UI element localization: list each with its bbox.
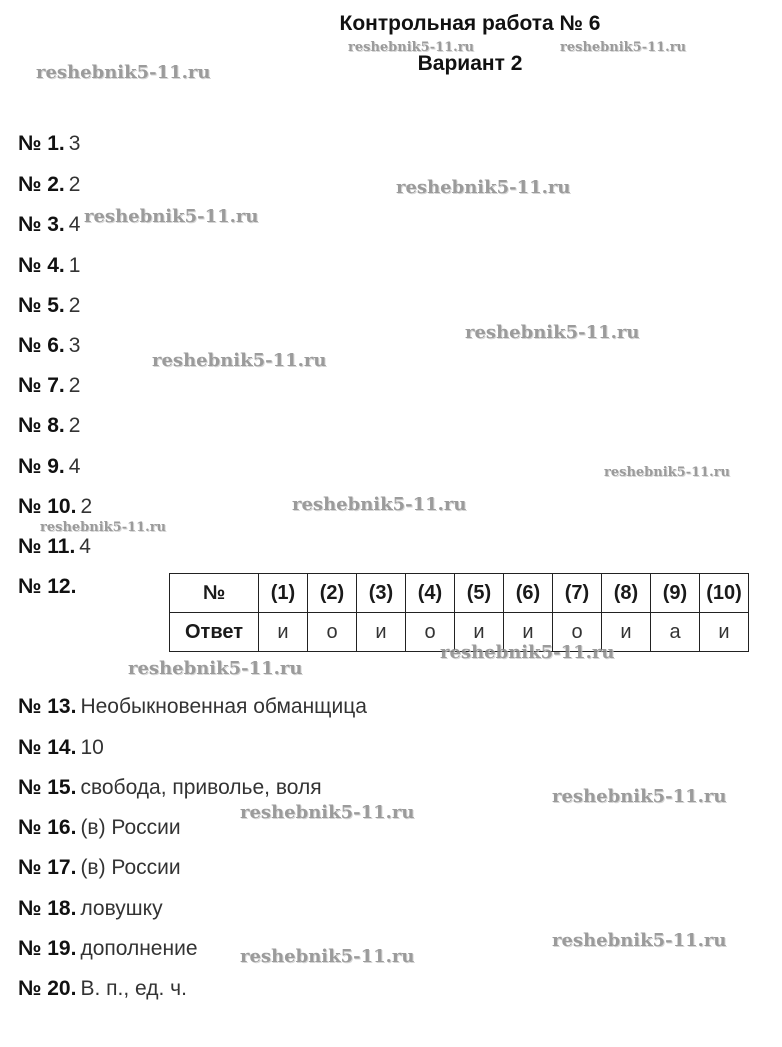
- answer-number: № 6.: [18, 334, 65, 357]
- answer-number: № 14.: [18, 736, 77, 759]
- table-cell: о: [308, 613, 357, 652]
- table-column-header: (4): [406, 574, 455, 613]
- watermark: reshebnik5-11.ru: [396, 177, 571, 198]
- table-column-header: (5): [455, 574, 504, 613]
- table-cell: и: [259, 613, 308, 652]
- answer-value: (в) России: [80, 816, 181, 839]
- answer-value: 2: [68, 294, 81, 317]
- answer-item: [18, 173, 80, 197]
- table-column-header: (6): [504, 574, 553, 613]
- watermark: reshebnik5-11.ru: [240, 802, 415, 823]
- answer-number: № 16.: [18, 816, 77, 839]
- answer-value: ловушку: [80, 897, 163, 920]
- answer-item: [18, 495, 92, 519]
- answer-number: № 10.: [18, 495, 77, 518]
- answer-item: [18, 937, 198, 961]
- table-cell: и: [455, 613, 504, 652]
- watermark: reshebnik5-11.ru: [292, 494, 467, 515]
- answer-item: [18, 776, 322, 800]
- table-column-header: (8): [602, 574, 651, 613]
- answer-number: № 13.: [18, 695, 77, 718]
- answer-item: [18, 254, 80, 278]
- answer-value: В. п., ед. ч.: [80, 977, 187, 1000]
- watermark: reshebnik5-11.ru: [348, 40, 475, 55]
- answer-number: № 12.: [18, 575, 77, 598]
- answer-value: 10: [80, 736, 104, 759]
- table-column-header: (2): [308, 574, 357, 613]
- answer-number: № 3.: [18, 213, 65, 236]
- watermark: reshebnik5-11.ru: [152, 350, 327, 371]
- table-header-row: [170, 574, 749, 613]
- table-column-header: (9): [651, 574, 700, 613]
- answer-number: № 1.: [18, 132, 65, 155]
- answer-item: [18, 213, 80, 237]
- answer-number: № 19.: [18, 937, 77, 960]
- answer-number: № 2.: [18, 173, 65, 196]
- answer-number: № 7.: [18, 374, 65, 397]
- answer-number: № 4.: [18, 254, 65, 277]
- answer-value: 2: [68, 414, 81, 437]
- watermark: reshebnik5-11.ru: [36, 62, 211, 83]
- table-answer-label: Ответ: [170, 613, 259, 652]
- answer-value: 4: [79, 535, 91, 558]
- answer-item: [18, 455, 80, 479]
- table-column-header: (3): [357, 574, 406, 613]
- answer-value: 4: [68, 213, 81, 236]
- answer-item: [18, 374, 80, 398]
- answer-value: 4: [68, 455, 81, 478]
- answer-item: [18, 816, 181, 840]
- variant-label: Вариант 2: [417, 52, 523, 75]
- answer-table: [169, 573, 749, 652]
- watermark: reshebnik5-11.ru: [560, 40, 687, 55]
- answer-item: [18, 132, 80, 156]
- answer-number: № 15.: [18, 776, 77, 799]
- answer-value: 2: [80, 495, 93, 518]
- table-column-header: (1): [259, 574, 308, 613]
- answer-number: № 11.: [18, 535, 76, 558]
- watermark: reshebnik5-11.ru: [552, 930, 727, 951]
- table-cell: и: [504, 613, 553, 652]
- answer-value: 3: [68, 334, 81, 357]
- answer-number: № 18.: [18, 897, 77, 920]
- answer-value: 2: [68, 374, 81, 397]
- answer-value: Необыкновенная обманщица: [80, 695, 367, 718]
- watermark: reshebnik5-11.ru: [552, 786, 727, 807]
- table-cell: а: [651, 613, 700, 652]
- answer-number: № 9.: [18, 455, 65, 478]
- answer-item: [18, 856, 181, 880]
- answer-item: [18, 977, 187, 1001]
- table-cell: о: [406, 613, 455, 652]
- answer-value: 2: [68, 173, 81, 196]
- table-cell: и: [357, 613, 406, 652]
- answer-item: [18, 897, 163, 921]
- answer-item: [18, 294, 80, 318]
- page-title: Контрольная работа № 6: [339, 12, 601, 35]
- watermark: reshebnik5-11.ru: [128, 658, 303, 679]
- table-cell: о: [553, 613, 602, 652]
- answer-number: № 20.: [18, 977, 77, 1000]
- answer-value: 3: [68, 132, 81, 155]
- answer-item: [18, 334, 80, 358]
- table-header-label: №: [170, 574, 259, 613]
- answer-item: [18, 414, 80, 438]
- table-column-header: (7): [553, 574, 602, 613]
- watermark: reshebnik5-11.ru: [440, 642, 615, 663]
- answer-value: свобода, приволье, воля: [80, 776, 322, 799]
- watermark: reshebnik5-11.ru: [84, 206, 259, 227]
- answer-item: [18, 575, 80, 599]
- watermark: reshebnik5-11.ru: [240, 946, 415, 967]
- answer-item: [18, 695, 367, 719]
- answer-value: (в) России: [80, 856, 181, 879]
- table-column-header: (10): [700, 574, 749, 613]
- answer-number: № 17.: [18, 856, 77, 879]
- table-cell: и: [700, 613, 749, 652]
- watermark: reshebnik5-11.ru: [604, 465, 731, 480]
- answer-item: [18, 535, 91, 559]
- watermark: reshebnik5-11.ru: [465, 322, 640, 343]
- answer-value: дополнение: [80, 937, 198, 960]
- watermark: reshebnik5-11.ru: [40, 520, 167, 535]
- answer-number: № 8.: [18, 414, 65, 437]
- answer-number: № 5.: [18, 294, 65, 317]
- table-cell: и: [602, 613, 651, 652]
- answer-item: [18, 736, 104, 760]
- answer-value: 1: [68, 254, 81, 277]
